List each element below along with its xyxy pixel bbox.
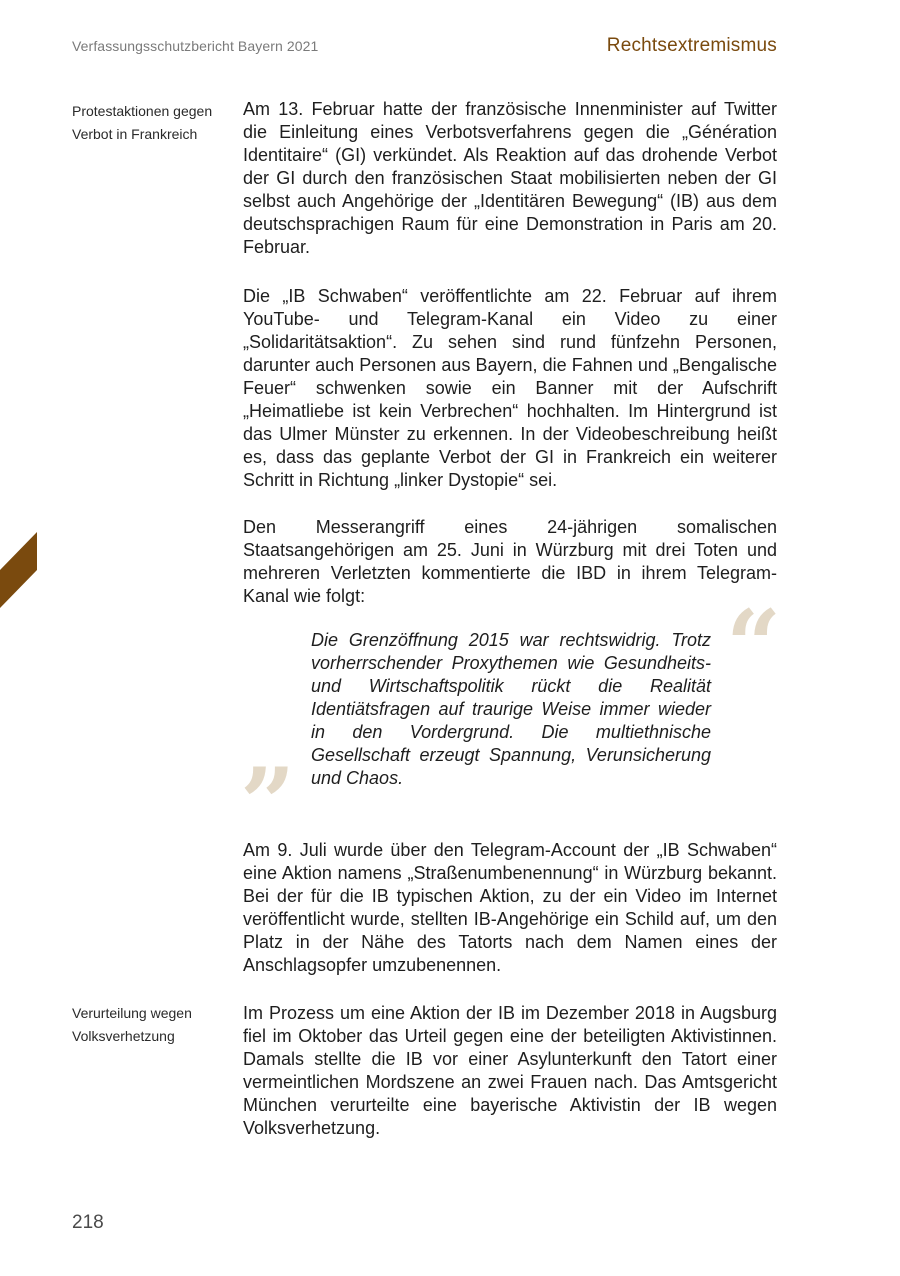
opening-quote-mark: “ [726,589,782,702]
sidenote-protestaktionen: Protestaktionen gegen Verbot in Frankreich [72,103,213,142]
page-number: 218 [72,1212,104,1233]
sidenote-verurteilung: Verurteilung wegen Volksverhetzung [72,1005,192,1044]
block-quote: Die Grenzöffnung 2015 war rechtswidrig. Trotz vorherrschender Proxythemen wie Gesundheits- und Wirtschaftspolitik rückt die Realität Identiätsfragen auf traurige Weise immer wieder in den Vordergrund. Die multiethnische Gesellschaft erzeugt Spannung, Verunsicherung und Chaos. [311,630,711,788]
chapter-title: Rechtsextremismus [606,35,777,56]
paragraph: Die „IB Schwaben“ veröffentlichte am 22. Februar auf ihrem YouTube- und Telegram-Kanal ein Video zu einer „Solidaritätsaktion“. Zu sehen sind rund fünfzehn Personen, darunter auch Personen aus Bayern, die Fahnen und „Bengalische Feuer“ schwenken sowie ein Banner mit der Aufschrift „Heimatliebe ist kein Verbrechen“ hochhalten. Im Hintergrund ist das Ulmer Münster zu erkennen. In der Videobeschreibung heißt es, dass das geplante Verbot der GI in Frankreich ein weiterer Schritt in Richtung „linker Dystopie“ sei. [243,286,777,490]
paragraph: Den Messerangriff eines 24-jährigen somalischen Staatsangehörigen am 25. Juni in Würzburg mit drei Toten und mehreren Verletzten kommentierte die IBD in ihrem Telegram-Kanal wie folgt: [243,517,777,606]
closing-quote-mark: ” [240,747,296,860]
chapter-edge-marker [0,532,37,608]
paragraph: Am 13. Februar hatte der französische Innenminister auf Twitter die Einleitung eines Verbotsverfahrens gegen die „Génération Identitaire“ (GI) verkündet. Als Reaktion auf das drohende Verbot der GI durch den französischen Staat mobilisierten neben der GI selbst auch Angehörige der „Identitären Bewegung“ (IB) aus dem deutschsprachigen Raum für eine Demonstration in Paris am 20. Februar. [243,99,777,257]
paragraph: Am 9. Juli wurde über den Telegram-Account der „IB Schwaben“ eine Aktion namens „Straßenumbenennung“ in Würzburg bekannt. Bei der für die IB typischen Aktion, zu der ein Video im Internet veröffentlicht wurde, stellten IB-Angehörige ein Schild auf, um den Platz in der Nähe des Tatorts nach dem Namen eines der Anschlagsopfer umzubenennen. [243,840,777,975]
paragraph: Im Prozess um eine Aktion der IB im Dezember 2018 in Augsburg fiel im Oktober das Urteil gegen eine der beteiligten Aktivistinnen. Damals stellte die IB vor einer Asylunterkunft den Tatort einer vermeintlichen Mordszene an zwei Frauen nach. Das Amtsgericht München verurteilte eine bayerische Aktivistin der IB wegen Volksverhetzung. [243,1003,777,1138]
running-header-title: Verfassungsschutzbericht Bayern 2021 [72,38,319,54]
